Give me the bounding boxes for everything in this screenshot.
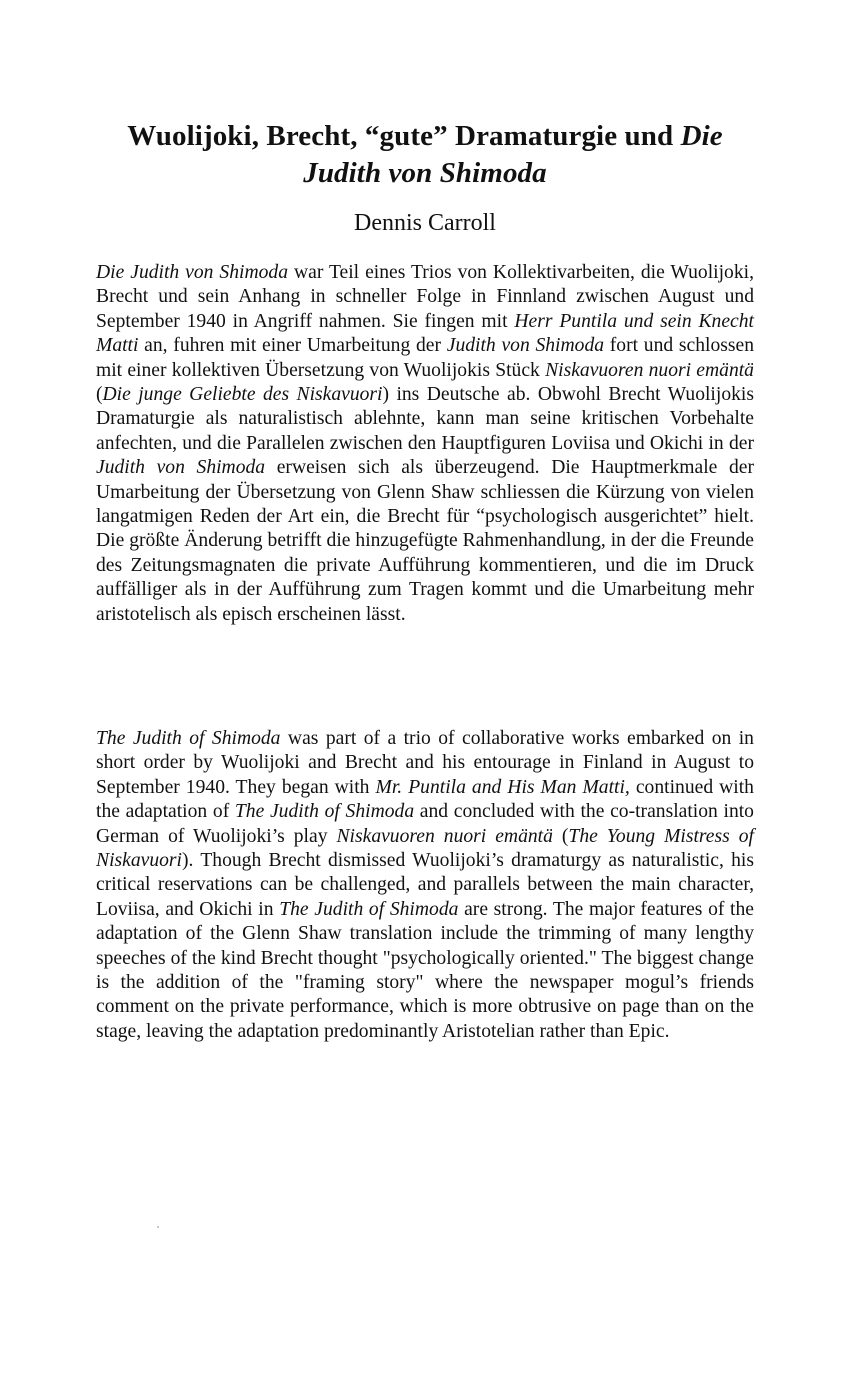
abstract-en-text: are strong. The major features of the adaptation of the Glenn Shaw translation include the trimming of many lengthy speeches of the kind Brecht thought "psychologically oriented." The biggest change is the addition of the "framing story" where the newspaper mogul’s friends comment on the private performance, which is more obtrusive on page than on the stage, leaving the adaptation predominantly Aristotelian rather than Epic. xyxy=(96,898,754,1042)
abstract-en-text: was part of a trio of collaborative works embarked on in short order by Wuolijoki and Brecht and his entourage in Finland in August to September 1940. They began with xyxy=(96,728,754,798)
abstract-de-text: erweisen sich als überzeugend. Die Hauptmerkmale der Umarbeitung der Übersetzung von Glenn Shaw schliessen die Kürzung von vielen langatmigen Reden der Art ein, die Brecht für “psychologisch ausgerichtet” hielt. Die größte Änderung betrifft die hinzugefügte Rahmenhandlung, in der die Freunde des Zeitungsmagnaten die private Aufführung kommentieren, und die im Druck auffälliger als in der Aufführung zum Tragen kommt und die Umarbeitung mehr aristotelisch als episch erscheinen lässt. xyxy=(96,457,754,625)
abstract-de-work-title: Herr Puntila und sein Knecht Matti xyxy=(96,310,754,357)
abstract-german xyxy=(96,261,754,627)
abstract-en-work-title: Mr. Puntila and His Man Matti, xyxy=(375,776,630,798)
abstract-de-work-title: Niskavuoren nuori emäntä xyxy=(545,359,754,381)
title-text: Wuolijoki, Brecht, “gute” Dramaturgie und xyxy=(127,120,681,152)
title-italic-text: Die Judith von Shimoda xyxy=(303,120,723,189)
abstract-en-text: ( xyxy=(552,825,569,847)
abstract-de-work-title: Judith von Shimoda xyxy=(96,457,266,479)
abstract-en-text: ). Though Brecht dismissed Wuolijoki’s dramaturgy as naturalistic, his critical reservations can be challenged, and parallels between the main character, Loviisa, and Okichi in xyxy=(96,850,754,920)
article-title xyxy=(86,118,764,192)
author-name: Dennis Carroll xyxy=(354,210,496,236)
abstract-en-work-title: The Judith of Shimoda xyxy=(234,801,415,823)
abstract-de-text: ) ins Deutsche ab. Obwohl Brecht Wuolijokis Dramaturgie als naturalistisch ablehnte, kann man seine kritischen Vorbehalte anfechten, und die Parallelen zwischen den Hauptfiguren Loviisa und Okichi in der xyxy=(96,384,754,454)
abstract-de-text: war Teil eines Trios von Kollektivarbeiten, die Wuolijoki, Brecht und sein Anhang in schneller Folge in Finnland zwischen August und September 1940 in Angriff nahmen. Sie fingen mit xyxy=(96,262,754,332)
abstract-de-work-title: Die Judith von Shimoda xyxy=(96,262,289,283)
page xyxy=(96,0,754,1380)
abstract-en-work-title: Niskavuoren nuori emäntä xyxy=(336,825,553,847)
abstract-en-work-title: The Judith of Shimoda xyxy=(279,898,459,920)
abstract-en-work-title: The Young Mistress of Niskavuori xyxy=(96,825,754,872)
abstract-de-work-title: Judith von Shimoda xyxy=(446,335,605,357)
abstract-de-text: ( xyxy=(96,384,103,406)
abstract-en-text: and concluded with the co-translation into German of Wuolijoki’s play xyxy=(96,801,754,847)
abstract-en-text: continued with the adaptation of xyxy=(96,776,754,823)
abstract-english xyxy=(96,727,754,1044)
abstract-de-work-title: Die junge Geliebte des Niskavuori xyxy=(102,384,383,406)
abstract-en-work-title: The Judith of Shimoda xyxy=(96,728,281,749)
abstract-de-text: an, fuhren mit einer Umarbeitung der xyxy=(138,335,447,357)
scan-speck xyxy=(157,1226,159,1228)
abstract-de-text: fort und schlossen mit einer kollektiven Übersetzung von Wuolijokis Stück xyxy=(96,335,755,381)
